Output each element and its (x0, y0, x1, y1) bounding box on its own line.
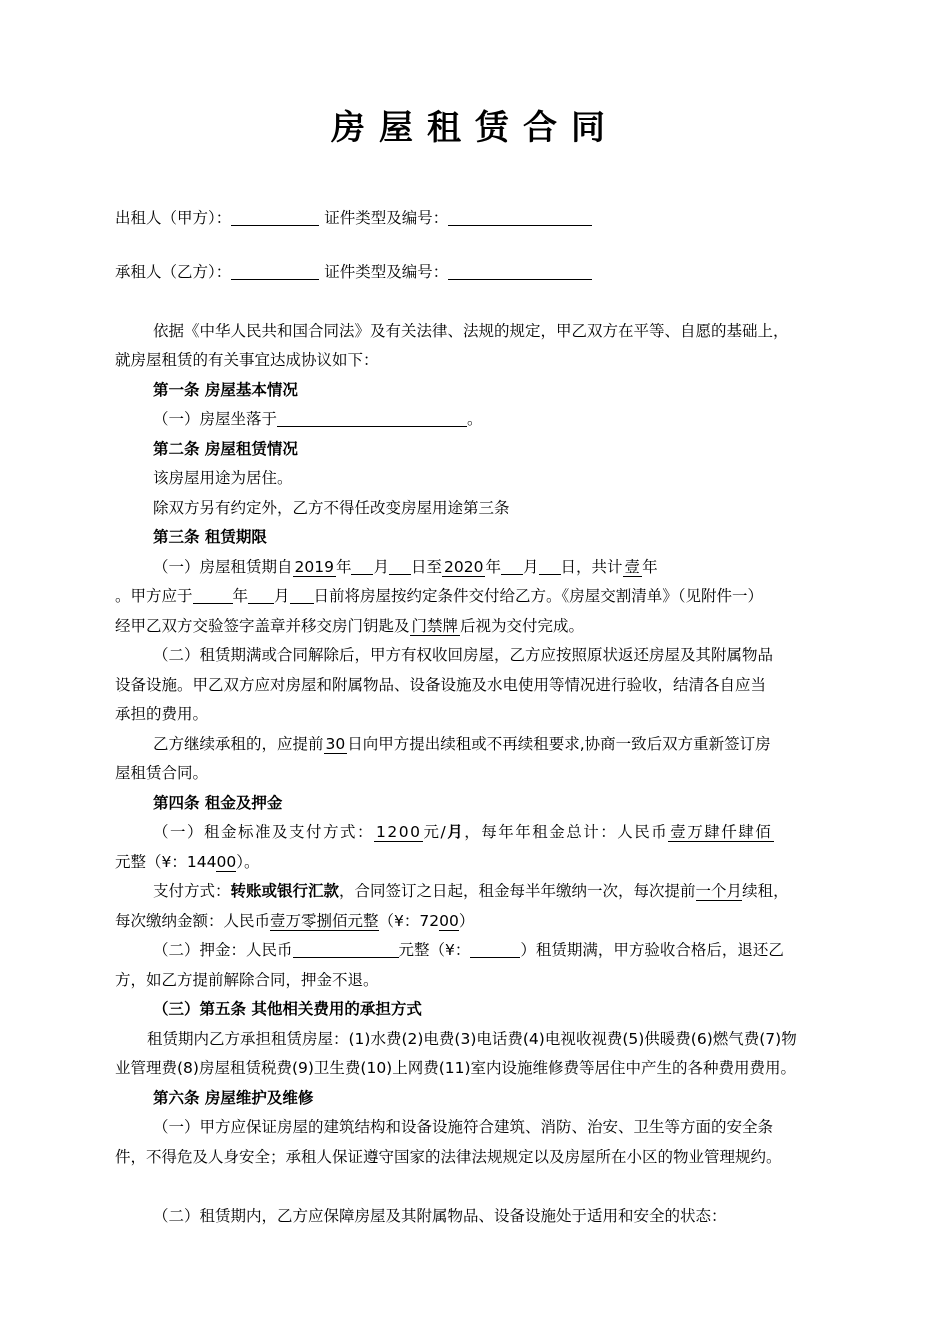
lessee-label: 承租人（乙方）： (115, 263, 232, 281)
deposit-text: ）租赁期满，甲方验收合格后，退还乙 (520, 941, 784, 959)
delivery-day-field[interactable] (290, 587, 314, 604)
lessor-id-field[interactable] (448, 209, 592, 226)
start-day-field[interactable] (389, 558, 411, 575)
lessee-id-label: 证件类型及编号： (324, 263, 449, 281)
article-6-para-1-line-2: 件，不得危及人身安全；承租人保证遵守国家的法律法规规定以及房屋所在小区的物业管理规约。 (115, 1148, 782, 1166)
month-label: 月 (274, 587, 290, 605)
day-label: 日 (560, 558, 577, 576)
installment-suffix: ） (458, 912, 475, 930)
delivery-year-field[interactable] (193, 587, 233, 604)
article-5-line-1: 租赁期内乙方承担租赁房屋：(1)水费(2)电费(3)电话费(4)电视收视费(5)供暖费(6)燃气费(7)物 (147, 1030, 797, 1048)
installment-amount-field[interactable]: 00 (439, 912, 459, 930)
annual-amount-suffix: ）。 (236, 853, 260, 871)
payment-schedule-text: ，合同签订之日起，租金每半年缴纳一次，每次提前 (339, 882, 696, 900)
end-day-field[interactable] (539, 558, 561, 575)
article-3-para-2-line-1: （二）租赁期满或合同解除后，甲方有权收回房屋，乙方应按照原状返还房屋及其附属物品 (153, 646, 774, 664)
payment-method-line (153, 880, 789, 902)
lessor-line (115, 207, 592, 229)
lessor-id-label: 证件类型及编号： (324, 209, 449, 227)
year-label: 年 (335, 558, 352, 576)
delivery-text: 日前将房屋按约定条件交付给乙方。《房屋交割清单》（见附件一） (313, 587, 764, 605)
article-6-para-2: （二）租赁期内，乙方应保障房屋及其附属物品、设备设施处于适用和安全的状态： (153, 1207, 727, 1225)
payment-method-label: 支付方式： (153, 882, 231, 900)
lessor-label: 出租人（甲方）： (115, 209, 232, 227)
article-6-heading: 第六条 房屋维护及维修 (153, 1089, 314, 1107)
lessee-id-field[interactable] (448, 263, 592, 280)
handover-suffix: 后视为交付完成。 (460, 617, 585, 635)
deposit-amount-field[interactable] (470, 941, 520, 958)
article-1-item-1 (153, 408, 483, 430)
article-2-heading: 第二条 房屋租赁情况 (153, 440, 298, 458)
deposit-label: （二）押金：人民币 (153, 941, 293, 959)
lease-term-line (153, 556, 658, 578)
deposit-line-2: 方，如乙方提前解除合同，押金不退。 (115, 971, 379, 989)
delivery-label: 。甲方应于 (115, 587, 193, 605)
start-year-field[interactable]: 2019 (294, 558, 334, 576)
article-3-para-2-line-2: 设备设施。甲乙双方应对房屋和附属物品、设备设施及水电使用等情况进行验收，结清各自应当 (115, 676, 767, 694)
handover-line (115, 615, 584, 637)
to-label: 至 (426, 558, 443, 576)
intro-line-1: 依据《中华人民共和国合同法》及有关法律、法规的规定，甲乙双方在平等、自愿的基础上， (153, 322, 789, 340)
installment-text: （¥：72 (378, 912, 440, 930)
annual-amount-line (115, 851, 259, 873)
year-label: 年 (642, 558, 658, 576)
keys-item-field[interactable]: 门禁牌 (411, 617, 459, 635)
total-label: ，共计 (576, 558, 623, 576)
annual-amount-field[interactable]: 00 (216, 853, 237, 871)
article-5-line-2: 业管理费(8)房屋租赁税费(9)卫生费(10)上网费(11)室内设施维修费等居住中产生的各种费用费用。 (115, 1059, 797, 1077)
installment-cn-field[interactable]: 壹万零捌佰元整 (270, 912, 379, 930)
article-6-para-1-line-1: （一）甲方应保证房屋的建筑结构和设备设施符合建筑、消防、治安、卫生等方面的安全条 (153, 1118, 774, 1136)
advance-period-field[interactable]: 一个月 (695, 882, 743, 900)
lease-term-label: （一）房屋租赁期自 (153, 558, 293, 576)
address-label: （一）房屋坐落于 (153, 410, 278, 428)
renewal-line-2: 屋租赁合同。 (115, 764, 209, 782)
deposit-line (153, 939, 784, 961)
deposit-amount-label: 元整（¥： (398, 941, 471, 959)
deposit-cn-field[interactable] (293, 941, 399, 958)
installment-label: 每次缴纳金额：人民币 (115, 912, 271, 930)
renewal-text-2: 日向甲方提出续租或不再续租要求,协商一致后双方重新签订房 (347, 735, 771, 753)
annual-label: ，每年年租金总计：人民币 (464, 823, 669, 841)
month-label: 月 (523, 558, 539, 576)
article-4-heading: 第四条 租金及押金 (153, 794, 283, 812)
renewal-text: 乙方继续承租的，应提前 (153, 735, 324, 753)
delivery-line (115, 585, 763, 607)
renewal-line (153, 733, 771, 755)
handover-text: 经甲乙双方交验签字盖章并移交房门钥匙及 (115, 617, 410, 635)
article-2-para-2: 除双方另有约定外，乙方不得任改变房屋用途第三条 (153, 499, 510, 517)
end-month-field[interactable] (501, 558, 523, 575)
day-label: 日 (411, 558, 427, 576)
payment-method-value: 转账或银行汇款 (230, 882, 340, 900)
address-field[interactable] (277, 410, 467, 427)
article-3-heading: 第三条 租赁期限 (153, 528, 267, 546)
notice-days-field[interactable]: 30 (325, 735, 346, 753)
article-5-heading: （三）第五条 其他相关费用的承担方式 (153, 1000, 422, 1018)
payment-suffix: 续租， (742, 882, 789, 900)
end-year-field[interactable]: 2020 (444, 558, 484, 576)
article-2-para-1: 该房屋用途为居住。 (153, 469, 293, 487)
term-field[interactable]: 壹 (624, 558, 641, 576)
rent-standard-label: （一）租金标准及支付方式： (153, 823, 375, 841)
lessee-line (115, 261, 592, 283)
year-label: 年 (232, 587, 249, 605)
rent-unit: 元/ (423, 823, 448, 841)
article-3-para-2-line-3: 承担的费用。 (115, 705, 209, 723)
rent-amount-field[interactable]: 1200 (376, 823, 422, 841)
start-month-field[interactable] (351, 558, 373, 575)
installment-line (115, 910, 474, 932)
document-title: 房屋租赁合同 (331, 108, 619, 148)
lessee-name-field[interactable] (231, 263, 319, 280)
rent-standard-line (153, 821, 774, 843)
rent-period: 月 (447, 823, 465, 841)
year-label: 年 (485, 558, 501, 576)
month-label: 月 (373, 558, 389, 576)
address-suffix: 。 (467, 410, 483, 428)
annual-amount-cn-field[interactable]: 壹万肆仟肆佰 (670, 823, 773, 841)
article-1-heading: 第一条 房屋基本情况 (153, 381, 298, 399)
intro-line-2: 就房屋租赁的有关事宜达成协议如下： (115, 351, 379, 369)
delivery-month-field[interactable] (248, 587, 274, 604)
lessor-name-field[interactable] (231, 209, 319, 226)
annual-amount-text: 元整（¥：144 (115, 853, 217, 871)
